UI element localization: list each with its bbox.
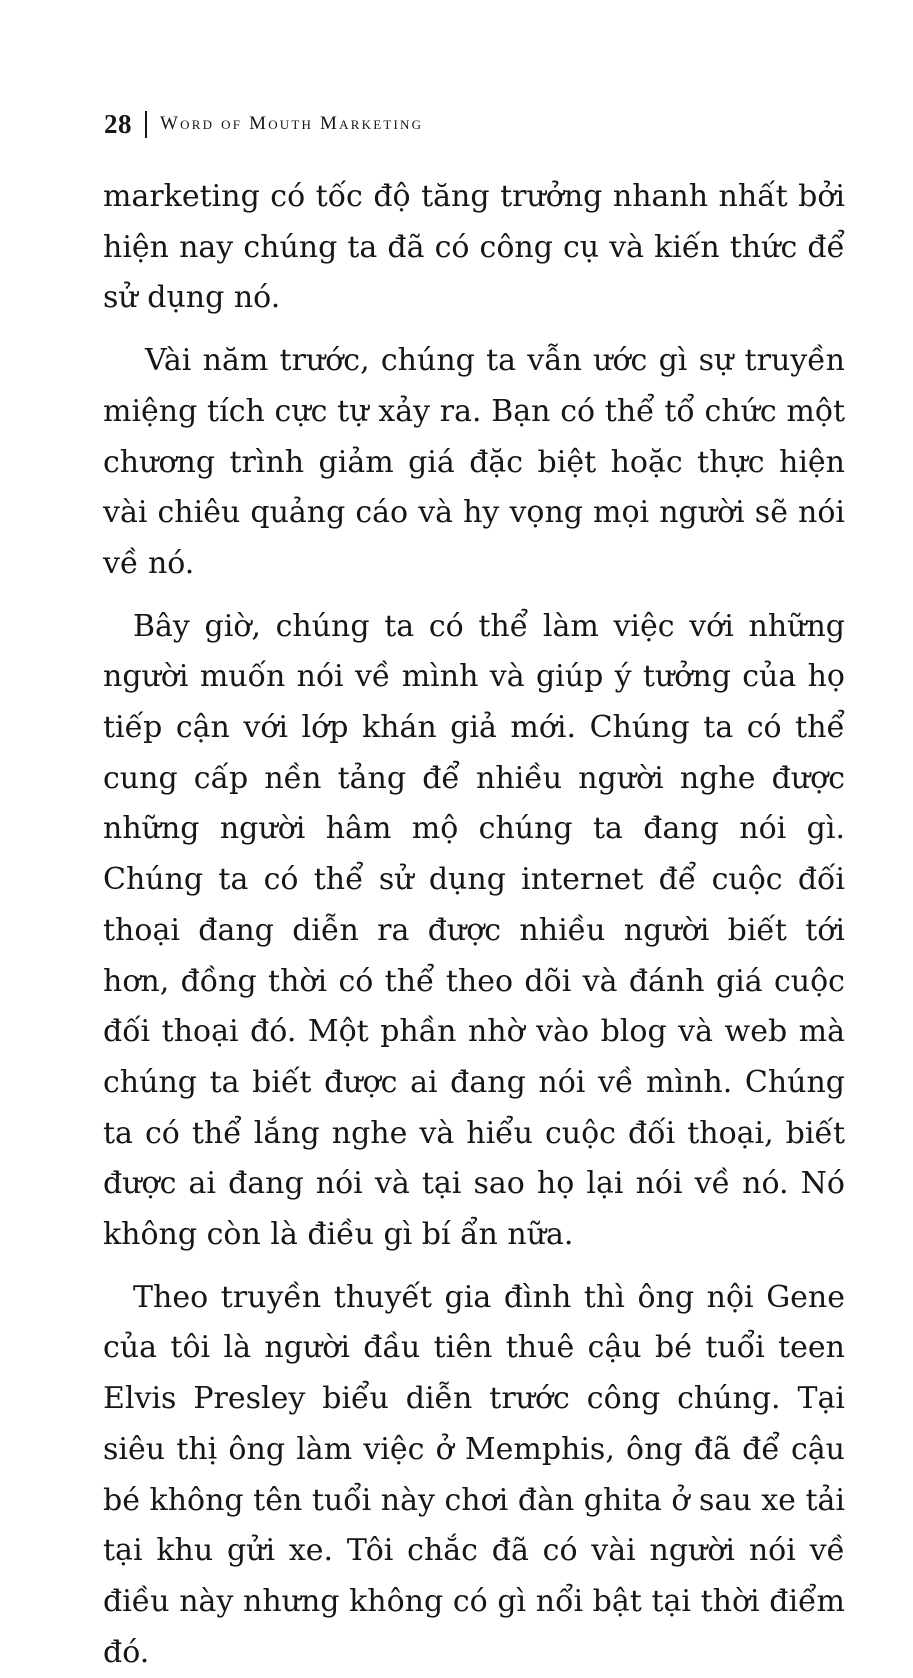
body-text: [103, 172, 845, 1678]
running-header: [104, 104, 423, 144]
header-divider: [145, 111, 147, 138]
paragraph: Vài năm trước, chúng ta vẫn ước gì sự truyền miệng tích cực tự xảy ra. Bạn có thể tổ chức một chương trình giảm giá đặc biệt hoặc thực hiện vài chiêu quảng cáo và hy vọng mọi người sẽ nói về nó.: [103, 343, 845, 581]
paragraph-continuation: marketing có tốc độ tăng trưởng nhanh nhất bởi hiện nay chúng ta đã có công cụ và kiến thức để sử dụng nó.: [103, 179, 845, 316]
paragraph: Bây giờ, chúng ta có thể làm việc với những người muốn nói về mình và giúp ý tưởng của họ tiếp cận với lớp khán giả mới. Chúng ta có thể cung cấp nền tảng để nhiều người nghe được những người hâm mộ chúng ta đang nói gì. Chúng ta có thể sử dụng internet để cuộc đối thoại đang diễn ra được nhiều người biết tới hơn, đồng thời có thể theo dõi và đánh giá cuộc đối thoại đó. Một phần nhờ vào blog và web mà chúng ta biết được ai đang nói về mình. Chúng ta có thể lắng nghe và hiểu cuộc đối thoại, biết được ai đang nói và tại sao họ lại nói về nó. Nó không còn là điều gì bí ẩn nữa.: [103, 608, 845, 1253]
paragraph: Theo truyền thuyết gia đình thì ông nội Gene của tôi là người đầu tiên thuê cậu bé tuổi teen Elvis Presley biểu diễn trước công chúng. Tại siêu thị ông làm việc ở Memphis, ông đã để cậu bé không tên tuổi này chơi đàn ghita ở sau xe tải tại khu gửi xe. Tôi chắc đã có vài người nói về điều này nhưng không có gì nổi bật tại thời điểm đó.: [103, 1279, 845, 1670]
page-number: 28: [104, 108, 132, 139]
running-title: Word of Mouth Marketing: [160, 113, 424, 134]
